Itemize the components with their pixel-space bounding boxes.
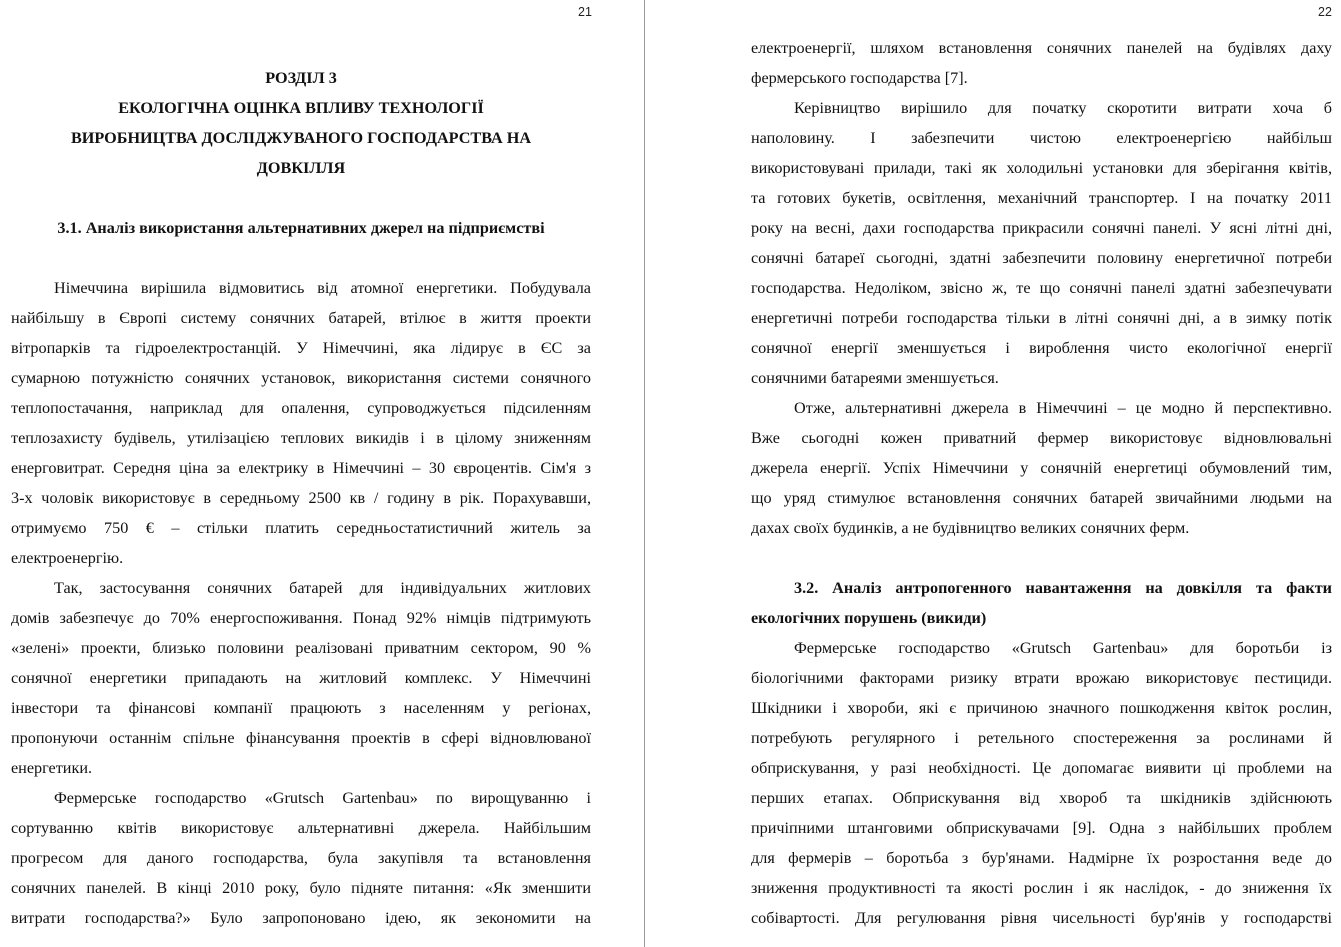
text-line: Шкідники і хвороби, які є причиною значного пошкодження квіток рослин, [751,699,1332,717]
paragraph [751,93,1332,393]
paragraph [11,573,591,783]
text-line: енерговитрат. Середня ціна за електрику в Німеччині – 30 євроцентів. Сім'я з [11,459,591,477]
text-line: року на весні, дахи господарства прикрасили сонячні панелі. У ясні літні дні, [751,219,1332,237]
text-line: Так, застосування сонячних батарей для індивідуальних житлових [54,579,591,597]
text-line: теплопостачання, наприклад для опалення, супроводжується підсиленням [11,399,591,417]
chapter-title-line: ДОВКІЛЛЯ [256,159,346,177]
text-line: та готових букетів, освітлення, механічний транспортер. І на початку 2011 [751,189,1332,207]
text-line: перших етапах. Обприскування від хвороб та шкідників здійснюють [751,789,1332,807]
text-line: Фермерське господарство «Grutsch Gartenbau» по вирощуванню і [54,789,591,807]
text-line: домів забезпечує до 70% енергоспоживання. Понад 92% німців підтримують [11,609,591,627]
text-line: Вже сьогодні кожен приватний фермер використовує відновлювальні [751,429,1332,447]
text-line: інвестори та фінансові компанії працюють з населенням у регіонах, [11,699,591,717]
text-line: енергетики. [11,759,93,777]
text-line: витрати господарства?» Було запропоновано ідею, як зекономити на [11,909,591,927]
text-line: фермерського господарства [7]. [751,69,968,87]
text-line: найбільшу в Європі систему сонячних батарей, втілює в життя проекти [11,309,591,327]
text-line: сонячних панелей. В кінці 2010 року, було підняте питання: «Як зменшити [11,879,591,897]
paragraph [751,33,1332,93]
text-line: сонячної енергії зменшується і вироблення чисто екологічної енергії [751,339,1332,357]
text-line: вітропарків та гідроелектростанцій. У Німеччині, яка лідирує в ЄС за [11,339,591,357]
right-page [646,0,1341,947]
text-line: 3-х чоловік використовує в середньому 2500 кв / годину в рік. Порахувавши, [11,489,591,507]
text-line: сортуванню квітів використовує альтернативні джерела. Найбільшим [11,819,591,837]
text-line: дахах своїх будинків, а не будівництво великих сонячних ферм. [751,519,1190,537]
paragraph [11,783,591,933]
section-heading-line: екологічних порушень (викиди) [751,609,987,627]
text-line: Отже, альтернативні джерела в Німеччині – це модно й перспективно. [794,399,1332,417]
text-line: для фермерів – боротьба з бур'янами. Надмірне їх розростання веде до [751,849,1332,867]
text-line: отримуємо 750 € – стільки платить середньостатистичний житель за [11,519,591,537]
section-heading [751,573,1332,633]
text-line: використовувані прилади, такі як холодильні установки для зберігання квітів, [751,159,1332,177]
text-line: що уряд стимулює встановлення сонячних батарей звичайними людьми на [751,489,1332,507]
paragraph [751,633,1332,933]
chapter-title-line: ВИРОБНИЦТВА ДОСЛІДЖУВАНОГО ГОСПОДАРСТВА НА [70,129,532,147]
text-line: пропонуючи останнім спільне фінансування проектів в сфері відновлюваної [11,729,591,747]
paragraph [11,273,591,573]
text-line: Керівництво вирішило для початку скоротити витрати хоча б [794,99,1332,117]
text-line: біологічними факторами ризику втрати врожаю використовує пестициди. [751,669,1332,687]
text-line: обприскування, у разі необхідності. Це допомагає виявити ці проблеми на [751,759,1332,777]
text-line: причіпними штанговими обприскувачами [9]. Одна з найбільших проблем [751,819,1332,837]
text-line: господарства. Недоліком, звісно ж, те що сонячні панелі здатні забезпечувати [751,279,1332,297]
text-line: джерела енергії. Успіх Німеччини у сонячній енергетиці обумовлений тим, [751,459,1332,477]
left-page [0,0,644,947]
page-divider [644,0,645,947]
text-line: сумарною потужністю сонячних установок, використання системи сонячного [11,369,591,387]
page-content [11,33,591,933]
paragraph [751,393,1332,543]
page-number: 21 [578,5,592,19]
text-line: сонячні батареї сьогодні, здатні забезпечити половину енергетичної потреби [751,249,1332,267]
text-line: електроенергії, шляхом встановлення сонячних панелей на будівлях даху [751,39,1332,57]
text-line: теплозахисту будівель, утилізацією теплових викидів і в цілому зниженням [11,429,591,447]
text-line: «зелені» проекти, близько половини реалізовані приватним сектором, 90 % [11,639,591,657]
text-line: потребують регулярного і ретельного спостереження за рослинами й [751,729,1332,747]
page-number: 22 [1318,5,1332,19]
text-line: прогресом для даного господарства, була закупівля та встановлення [11,849,591,867]
section-heading: 3.1. Аналіз використання альтернативних джерел на підприємстві [57,219,545,237]
text-line: сонячними батареями зменшується. [751,369,999,387]
chapter-title-line: РОЗДІЛ 3 [265,69,337,87]
text-line: електроенергію. [11,549,124,567]
chapter-title-line: ЕКОЛОГІЧНА ОЦІНКА ВПЛИВУ ТЕХНОЛОГІЇ [118,99,484,117]
section-heading-line: 3.2. Аналіз антропогенного навантаження на довкілля та факти [794,579,1332,597]
text-line: сонячної енергетики припадають на житловий комплекс. У Німеччині [11,669,591,687]
text-line: Німеччина вирішила відмовитись від атомної енергетики. Побудувала [54,279,591,297]
text-line: Фермерське господарство «Grutsch Gartenbau» для боротьби із [794,639,1332,657]
text-line: наполовину. І забезпечити чистою електроенергією найбільш [751,129,1332,147]
text-line: енергетичні потреби господарства тільки в літні сонячні дні, а в зимку потік [751,309,1332,327]
text-line: зниження продуктивності та якості рослин і як наслідок, - до зниження їх [751,879,1332,897]
text-line: собівартості. Для регулювання рівня чисельності бур'янів у господарстві [751,909,1332,927]
page-content [751,33,1332,933]
